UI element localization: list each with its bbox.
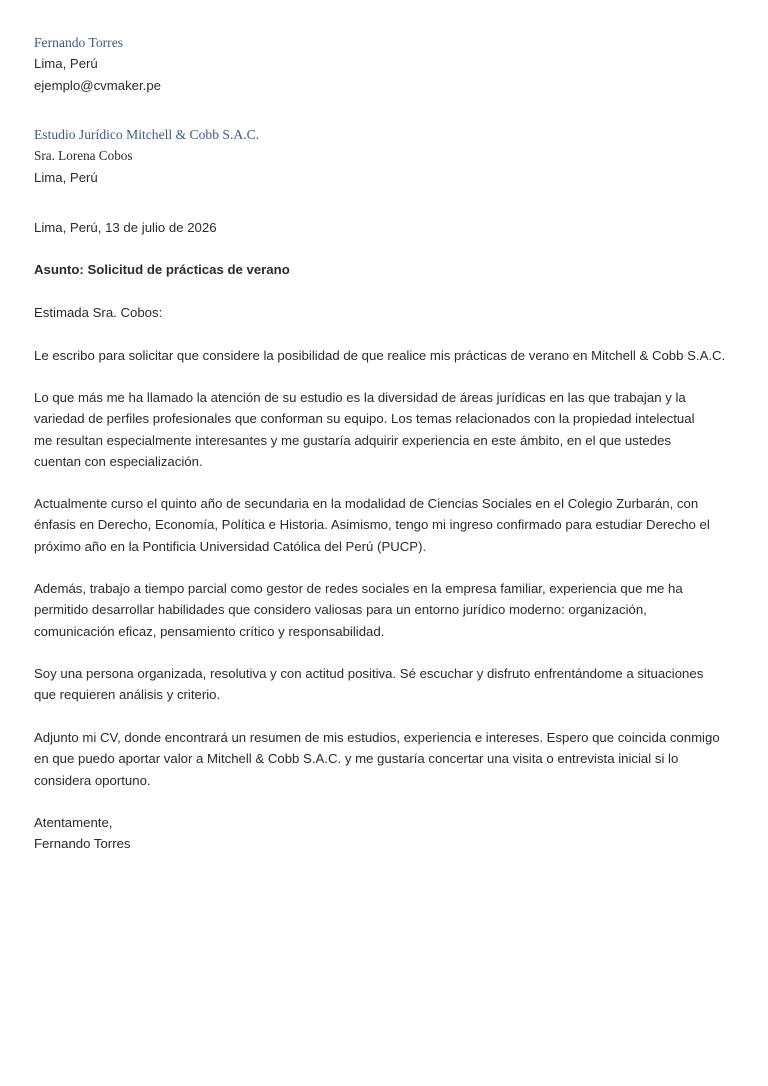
sender-name: Fernando Torres (34, 35, 124, 50)
paragraph-line: Adjunto mi CV, donde encontrará un resumen de mis estudios, experiencia e intereses. Espero que coincida conmigo (34, 730, 720, 745)
letter-closing: Atentamente, (34, 815, 113, 830)
recipient-company: Estudio Jurídico Mitchell & Cobb S.A.C. (34, 127, 260, 142)
letter-paragraph (34, 345, 724, 366)
closing-block (34, 812, 724, 855)
paragraph-line: permitido desarrollar habilidades que considero valiosas para un entorno jurídico moderno: organización, (34, 602, 647, 618)
letter-signature: Fernando Torres (34, 836, 131, 852)
letter-date: Lima, Perú, 13 de julio de 2026 (34, 220, 217, 235)
paragraph-line: Soy una persona organizada, resolutiva y con actitud positiva. Sé escuchar y disfruto enfrentándome a situaciones (34, 666, 704, 681)
paragraph-line: Le escribo para solicitar que considere la posibilidad de que realice mis prácticas de verano en Mitchell & Cobb S.A.C. (34, 348, 726, 363)
paragraph-line: en que puedo aportar valor a Mitchell & Cobb S.A.C. y me gustaría concertar una visita o entrevista inicial si lo (34, 751, 679, 767)
recipient-contact: Sra. Lorena Cobos (34, 148, 133, 164)
recipient-city: Lima, Perú (34, 169, 98, 185)
letter-paragraph (34, 387, 724, 472)
paragraph-line: énfasis en Derecho, Economía, Política e Historia. Asimismo, tengo mi ingreso confirmado para estudiar Derecho el (34, 517, 710, 533)
paragraph-line: variedad de perfiles profesionales que conforman su equipo. Los temas relacionados con la propiedad intelectual (34, 411, 695, 427)
paragraph-line: comunicación eficaz, pensamiento crítico y responsabilidad. (34, 623, 385, 639)
paragraph-line: próximo año en la Pontificia Universidad Católica del Perú (PUCP). (34, 538, 427, 554)
sender-city: Lima, Perú (34, 56, 98, 72)
sender-block (34, 32, 724, 96)
recipient-block (34, 124, 724, 188)
paragraph-line: cuentan con especialización. (34, 453, 203, 469)
paragraph-line: Lo que más me ha llamado la atención de su estudio es la diversidad de áreas jurídicas en las que trabajan y la (34, 390, 686, 405)
paragraph-line: me resultan especialmente interesantes y me gustaría adquirir experiencia en este ámbito, en el que ustedes (34, 432, 672, 448)
letter-paragraph (34, 578, 724, 642)
paragraph-line: que requieren análisis y criterio. (34, 687, 221, 703)
paragraph-line: Actualmente curso el quinto año de secundaria en la modalidad de Ciencias Sociales en el Colegio Zurbarán, con (34, 496, 699, 511)
letter-subject: Asunto: Solicitud de prácticas de verano (34, 262, 290, 277)
letter-paragraph (34, 493, 724, 557)
sender-email: ejemplo@cvmaker.pe (34, 77, 161, 93)
paragraph-line: considera oportuno. (34, 772, 151, 788)
letter-salutation: Estimada Sra. Cobos: (34, 305, 163, 320)
letter-paragraph (34, 727, 724, 791)
letter-paragraph (34, 663, 724, 706)
paragraph-line: Además, trabajo a tiempo parcial como gestor de redes sociales en la empresa familiar, experiencia que me ha (34, 581, 683, 596)
